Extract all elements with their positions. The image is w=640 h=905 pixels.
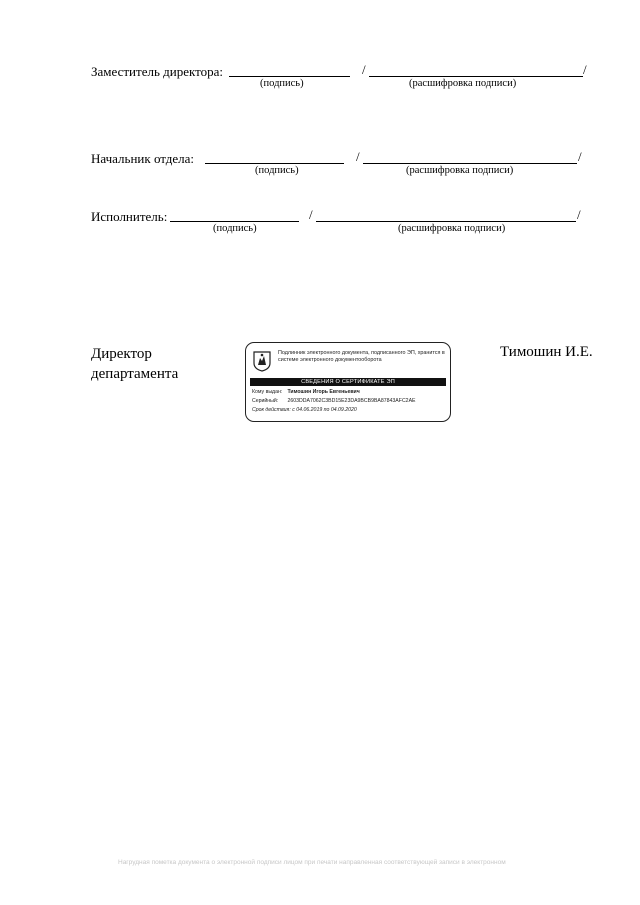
- page-footer-note: Нагрудная пометка документа о электронной подписи лицом при печати направленная соответствующей записи в электронном: [118, 859, 506, 866]
- stamp-serial-row: [252, 398, 416, 404]
- separator-slash: /: [362, 62, 366, 77]
- director-title: [91, 344, 178, 384]
- executor-decode-hint: (расшифровка подписи): [398, 223, 506, 234]
- department-head-label: Начальник отдела:: [91, 151, 195, 166]
- separator-slash: /: [578, 149, 582, 164]
- director-title-line1: Директор: [91, 346, 152, 362]
- executor-signature-line: [170, 221, 299, 222]
- separator-slash: /: [583, 62, 587, 77]
- director-title-line2: департамента: [91, 366, 179, 382]
- head-signature-line: [205, 163, 344, 164]
- issued-to-value: Тимошин Игорь Евгеньевич: [287, 389, 360, 395]
- head-signature-hint: (подпись): [255, 165, 299, 176]
- executor-signature-hint: (подпись): [213, 223, 257, 234]
- serial-label: Серийный:: [252, 398, 279, 404]
- deputy-director-label: Заместитель директора:: [91, 64, 224, 79]
- executor-label: Исполнитель:: [91, 209, 168, 224]
- director-name: Тимошин И.Е.: [500, 344, 593, 360]
- head-name-line: [363, 163, 577, 164]
- deputy-decode-hint: (расшифровка подписи): [409, 78, 517, 89]
- head-decode-hint: (расшифровка подписи): [406, 165, 514, 176]
- deputy-name-line: [369, 76, 583, 77]
- validity-label: Срок действия:: [252, 407, 291, 413]
- serial-value: 2603DDA7062C3BD15E23DA9BCB9BA87843AFC2AE: [287, 398, 416, 404]
- deputy-signature-line: [229, 76, 350, 77]
- stamp-certificate-bar: СВЕДЕНИЯ О СЕРТИФИКАТЕ ЭП: [250, 378, 446, 386]
- stamp-issued-to-row: [252, 389, 360, 395]
- electronic-signature-stamp: [245, 342, 451, 422]
- separator-slash: /: [356, 149, 360, 164]
- issued-to-label: Кому выдан:: [252, 389, 283, 395]
- stamp-header: Подлинник электронного документа, подписанного ЭП, хранится в системе электронного документооборота: [278, 350, 445, 363]
- separator-slash: /: [309, 207, 313, 222]
- stamp-validity-row: [252, 407, 357, 413]
- validity-value: с 04.06.2019 по 04.09.2020: [292, 407, 357, 413]
- deputy-signature-hint: (подпись): [260, 78, 304, 89]
- executor-name-line: [316, 221, 576, 222]
- coat-of-arms-icon: [252, 350, 272, 372]
- separator-slash: /: [577, 207, 581, 222]
